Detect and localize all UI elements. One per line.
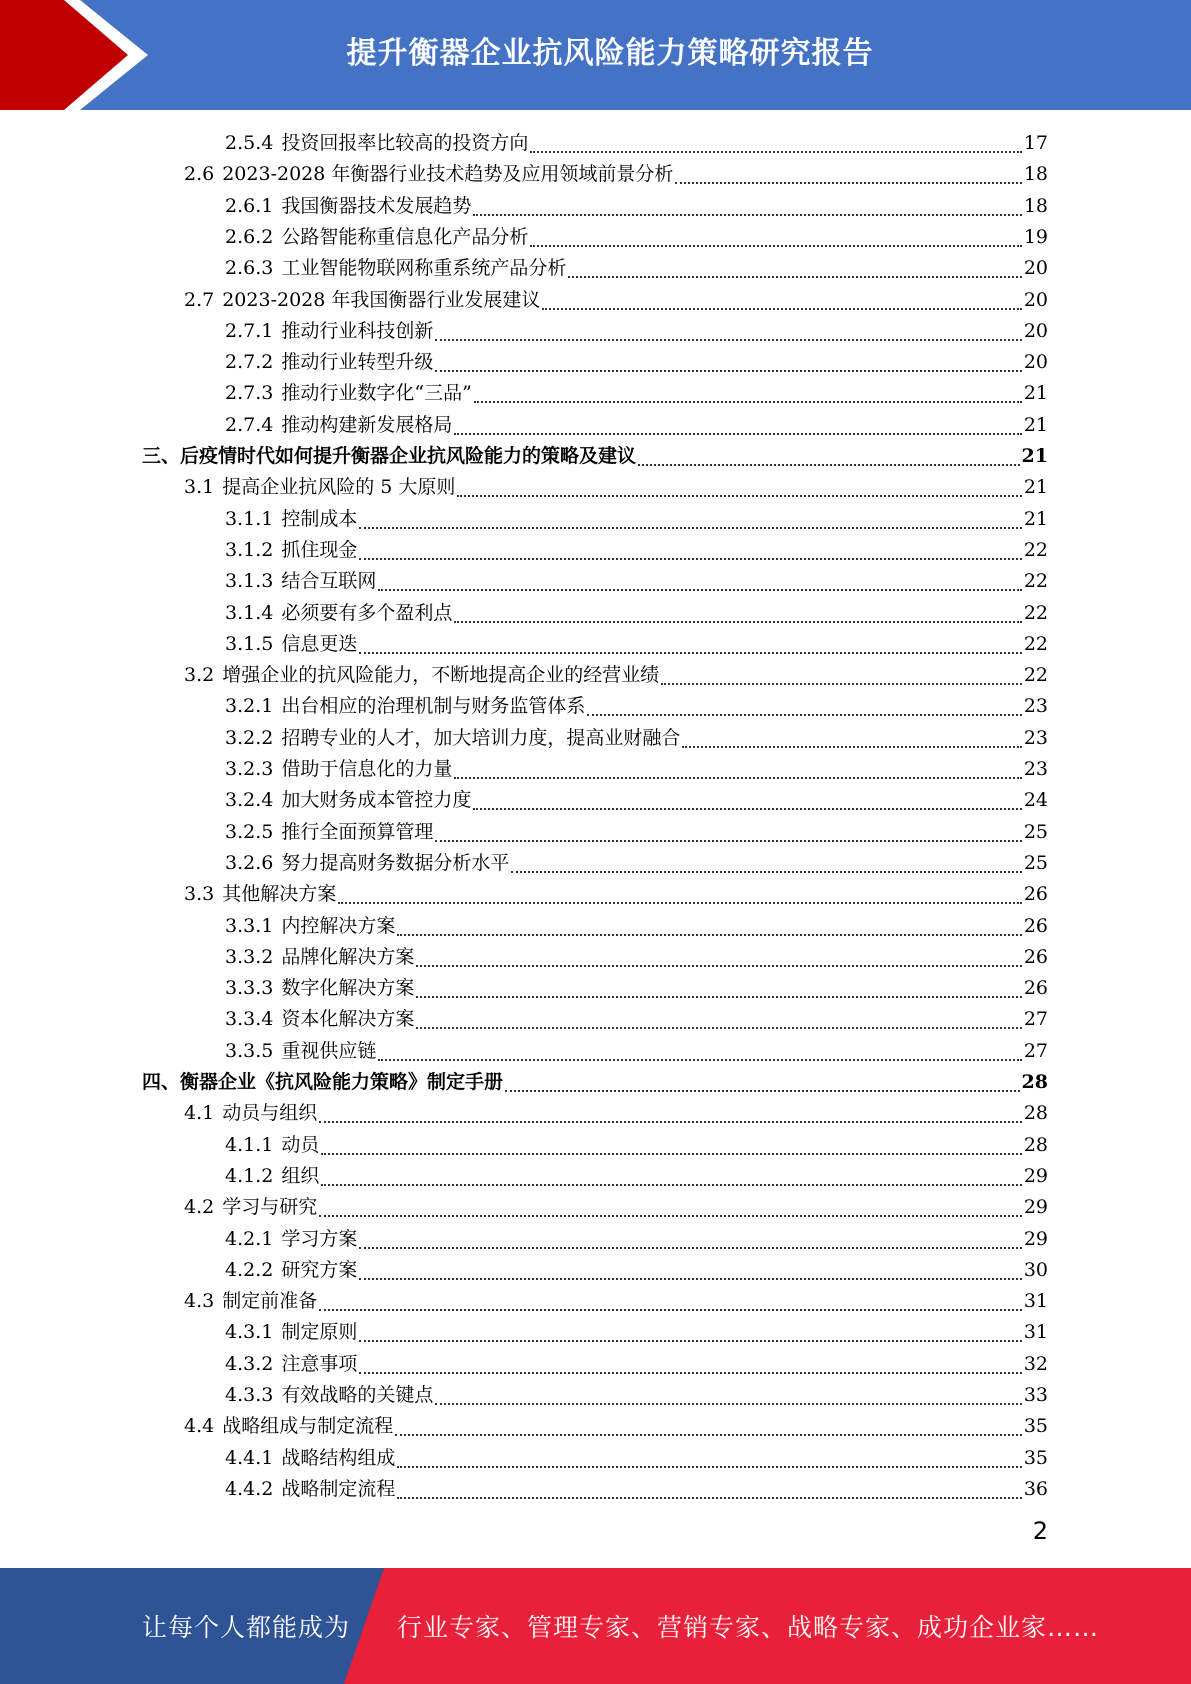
- toc-entry-number: 3.2.6: [225, 851, 274, 874]
- toc-entry-title: 推动构建新发展格局: [281, 413, 453, 436]
- toc-entry-number: 3.2: [184, 664, 215, 687]
- toc-entry[interactable]: [225, 1224, 1048, 1255]
- toc-entry-number: 3.1.4: [225, 601, 274, 624]
- toc-entry-number: 2.7.3: [225, 382, 274, 405]
- toc-entry[interactable]: [225, 410, 1048, 441]
- footer-slogan: 让每个人都能成为: [142, 1613, 351, 1642]
- toc-dot-leader: [338, 901, 1022, 904]
- toc-entry-number: 3.2.1: [225, 695, 274, 718]
- footer-roles: 行业专家、管理专家、营销专家、战略专家、成功企业家……: [397, 1613, 1100, 1642]
- toc-dot-leader: [416, 995, 1021, 998]
- toc-entry-title: 抓住现金: [281, 538, 358, 561]
- toc-dot-leader: [359, 1277, 1021, 1280]
- report-header: [0, 0, 1191, 110]
- toc-entry-page: 21: [1023, 476, 1048, 499]
- toc-entry-number: 2.6: [184, 163, 215, 186]
- toc-entry-number: 2.7.2: [225, 351, 274, 374]
- toc-entry-page: 22: [1023, 601, 1048, 624]
- toc-entry-title: 战略组成与制定流程: [222, 1415, 394, 1438]
- toc-entry-page: 29: [1023, 1164, 1048, 1187]
- toc-entry[interactable]: [225, 723, 1048, 754]
- toc-entry[interactable]: [184, 1411, 1048, 1442]
- toc-entry-title: 招聘专业的人才，加大培训力度，提高业财融合: [281, 726, 681, 749]
- toc-entry[interactable]: [225, 347, 1048, 378]
- toc-dot-leader: [359, 1246, 1021, 1249]
- toc-entry[interactable]: [225, 973, 1048, 1004]
- toc-entry[interactable]: [225, 1443, 1048, 1474]
- toc-entry[interactable]: [225, 754, 1048, 785]
- toc-entry-number: 3.3.1: [225, 914, 274, 937]
- toc-entry-page: 20: [1023, 351, 1048, 374]
- toc-entry-title: 借助于信息化的力量: [281, 758, 453, 780]
- toc-entry-title: 其他解决方案: [222, 883, 337, 906]
- toc-entry-title: 衡器企业《抗风险能力策略》制定手册: [180, 1071, 504, 1093]
- toc-dot-leader: [682, 745, 1021, 748]
- toc-entry-title: 加大财务成本管控力度: [281, 789, 472, 812]
- toc-entry-number: 3.1: [184, 476, 215, 499]
- toc-entry-number: 3.2.3: [225, 758, 274, 780]
- toc-entry-title: 增强企业的抗风险能力，不断地提高企业的经营业绩: [222, 664, 660, 687]
- toc-entry[interactable]: [225, 1317, 1048, 1348]
- toc-entry[interactable]: [184, 285, 1048, 316]
- toc-entry-number: 2.6.3: [225, 257, 274, 280]
- toc-entry-page: 21: [1023, 507, 1048, 530]
- toc-entry[interactable]: [142, 441, 1048, 472]
- toc-entry[interactable]: [184, 1192, 1048, 1223]
- toc-dot-leader: [321, 1183, 1021, 1186]
- toc-entry[interactable]: [225, 911, 1048, 942]
- toc-entry-number: 4.3.1: [225, 1321, 274, 1344]
- toc-entry-page: 22: [1023, 632, 1048, 655]
- toc-entry-number: 2.7.1: [225, 319, 274, 342]
- toc-entry[interactable]: [225, 848, 1048, 879]
- toc-entry-title: 控制成本: [281, 507, 358, 530]
- toc-entry[interactable]: [225, 378, 1048, 409]
- toc-entry-title: 制定原则: [281, 1321, 358, 1344]
- toc-entry[interactable]: [142, 1067, 1048, 1098]
- toc-entry-page: 20: [1023, 257, 1048, 280]
- toc-entry[interactable]: [225, 316, 1048, 347]
- toc-dot-leader: [378, 588, 1021, 591]
- toc-dot-leader: [378, 1058, 1021, 1061]
- toc-entry-title: 工业智能物联网称重系统产品分析: [281, 257, 567, 280]
- toc-entry[interactable]: [225, 1161, 1048, 1192]
- toc-dot-leader: [675, 181, 1021, 184]
- toc-entry-title: 出台相应的治理机制与财务监管体系: [281, 695, 586, 718]
- report-title: 提升衡器企业抗风险能力策略研究报告: [346, 36, 874, 71]
- toc-entry[interactable]: [225, 504, 1048, 535]
- toc-entry-title: 必须要有多个盈利点: [281, 601, 453, 624]
- toc-dot-leader: [530, 244, 1021, 247]
- toc-entry-page: 28: [1023, 1133, 1048, 1156]
- toc-entry-number: 四、: [142, 1071, 181, 1093]
- toc-entry-page: 20: [1023, 288, 1048, 311]
- toc-entry-title: 有效战略的关键点: [281, 1384, 434, 1406]
- toc-entry-page: 23: [1023, 726, 1048, 749]
- toc-entry-number: 4.1: [184, 1102, 215, 1125]
- toc-dot-leader: [359, 1339, 1021, 1342]
- toc-entry[interactable]: [184, 472, 1048, 503]
- toc-entry-title: 提高企业抗风险的 5 大原则: [222, 476, 456, 499]
- toc-entry-title: 推动行业科技创新: [281, 319, 434, 342]
- toc-entry-title: 公路智能称重信息化产品分析: [281, 225, 529, 248]
- toc-entry-page: 18: [1023, 163, 1048, 186]
- toc-entry-title: 战略制定流程: [281, 1477, 396, 1500]
- toc-entry-title: 学习与研究: [222, 1196, 318, 1219]
- toc-dot-leader: [435, 369, 1021, 372]
- toc-entry-page: 31: [1023, 1321, 1048, 1344]
- toc-entry-title: 结合互联网: [281, 570, 377, 593]
- toc-entry-page: 20: [1023, 319, 1048, 342]
- toc-entry-title: 资本化解决方案: [281, 1008, 415, 1031]
- toc-dot-leader: [454, 620, 1021, 623]
- toc-dot-leader: [416, 1026, 1021, 1029]
- toc-entry-title: 内控解决方案: [281, 914, 396, 937]
- toc-dot-leader: [454, 776, 1021, 779]
- toc-dot-leader: [319, 1214, 1022, 1217]
- toc-entry-page: 26: [1023, 883, 1048, 906]
- toc-dot-leader: [397, 933, 1021, 936]
- toc-entry-number: 2.6.1: [225, 194, 274, 217]
- toc-entry[interactable]: [225, 253, 1048, 284]
- toc-entry-page: 22: [1023, 538, 1048, 561]
- toc-dot-leader: [395, 1433, 1022, 1436]
- toc-entry-title: 我国衡器技术发展趋势: [281, 194, 472, 217]
- toc-dot-leader: [359, 1371, 1021, 1374]
- toc-entry-title: 2023-2028 年我国衡器行业发展建议: [222, 288, 541, 311]
- toc-entry[interactable]: [225, 128, 1048, 159]
- toc-entry-page: 35: [1023, 1446, 1048, 1469]
- toc-dot-leader: [473, 213, 1021, 216]
- toc-entry-page: 30: [1023, 1258, 1048, 1281]
- toc-entry[interactable]: [225, 566, 1048, 597]
- toc-entry-title: 努力提高财务数据分析水平: [281, 851, 510, 874]
- toc-dot-leader: [435, 338, 1021, 341]
- toc-entry-page: 22: [1023, 664, 1048, 687]
- toc-entry-title: 推动行业数字化“三品”: [281, 382, 472, 405]
- toc-dot-leader: [473, 807, 1021, 810]
- toc-entry-page: 23: [1023, 758, 1048, 780]
- toc-entry-page: 26: [1023, 945, 1048, 968]
- toc-entry-number: 2.5.4: [225, 132, 274, 154]
- toc-dot-leader: [638, 463, 1020, 466]
- toc-entry-number: 4.2: [184, 1196, 215, 1219]
- toc-entry-title: 品牌化解决方案: [281, 945, 415, 968]
- toc-dot-leader: [359, 526, 1021, 529]
- toc-entry-number: 4.3: [184, 1290, 215, 1313]
- toc-entry-title: 组织: [281, 1164, 320, 1187]
- toc-entry-title: 研究方案: [281, 1258, 358, 1281]
- toc-entry[interactable]: [184, 879, 1048, 910]
- toc-entry-title: 动员: [281, 1133, 320, 1156]
- toc-entry-number: 4.4.1: [225, 1446, 274, 1469]
- toc-entry-number: 4.3.2: [225, 1352, 274, 1375]
- toc-entry-page: 32: [1023, 1352, 1048, 1375]
- toc-dot-leader: [359, 651, 1021, 654]
- report-footer: [0, 1568, 1191, 1684]
- toc-entry-number: 3.1.5: [225, 632, 274, 655]
- toc-entry-number: 4.2.2: [225, 1258, 274, 1281]
- toc-entry-page: 29: [1023, 1227, 1048, 1250]
- page-number: 2: [1032, 1517, 1048, 1545]
- toc-entry[interactable]: [225, 1004, 1048, 1035]
- toc-dot-leader: [321, 1152, 1021, 1155]
- toc-entry-page: 31: [1023, 1290, 1048, 1313]
- toc-entry-title: 2023-2028 年衡器行业技术趋势及应用领域前景分析: [222, 163, 674, 186]
- toc-dot-leader: [435, 839, 1021, 842]
- toc-entry-number: 3.3.2: [225, 945, 274, 968]
- toc-dot-leader: [319, 1120, 1022, 1123]
- toc-entry-page: 18: [1023, 194, 1048, 217]
- toc-entry-page: 28: [1023, 1102, 1048, 1125]
- toc-entry[interactable]: [225, 598, 1048, 629]
- toc-entry-title: 信息更迭: [281, 632, 358, 655]
- toc-entry[interactable]: [184, 159, 1048, 190]
- toc-entry[interactable]: [225, 1255, 1048, 1286]
- toc-entry-page: 33: [1023, 1384, 1048, 1406]
- toc-entry-page: 28: [1021, 1071, 1048, 1093]
- toc-entry-number: 三、: [142, 445, 181, 467]
- toc-dot-leader: [319, 1308, 1022, 1311]
- toc-dot-leader: [661, 682, 1022, 685]
- toc-entry-page: 21: [1021, 445, 1048, 467]
- toc-dot-leader: [568, 275, 1021, 278]
- toc-dot-leader: [435, 1402, 1021, 1405]
- toc-entry-title: 注意事项: [281, 1352, 358, 1375]
- toc-entry-title: 推行全面预算管理: [281, 820, 434, 843]
- toc-entry-number: 4.3.3: [225, 1384, 274, 1406]
- toc-entry-number: 4.4.2: [225, 1477, 274, 1500]
- toc-entry-title: 数字化解决方案: [281, 977, 415, 1000]
- toc-entry-page: 35: [1023, 1415, 1048, 1438]
- toc-entry-number: 3.1.3: [225, 570, 274, 593]
- toc-dot-leader: [359, 557, 1021, 560]
- toc-dot-leader: [474, 400, 1022, 403]
- toc-entry-page: 25: [1023, 820, 1048, 843]
- toc-entry[interactable]: [225, 942, 1048, 973]
- toc-entry-page: 19: [1023, 225, 1048, 248]
- toc-entry-title: 制定前准备: [222, 1290, 318, 1313]
- toc-entry[interactable]: [225, 691, 1048, 722]
- toc-entry-number: 4.4: [184, 1415, 215, 1438]
- toc-entry[interactable]: [225, 1130, 1048, 1161]
- toc-entry[interactable]: [225, 191, 1048, 222]
- toc-entry-page: 27: [1023, 1039, 1048, 1062]
- toc-entry[interactable]: [225, 629, 1048, 660]
- toc-entry-title: 动员与组织: [222, 1102, 318, 1125]
- toc-entry-number: 3.3.3: [225, 977, 274, 1000]
- toc-entry[interactable]: [225, 535, 1048, 566]
- toc-entry-page: 22: [1023, 570, 1048, 593]
- toc-entry-number: 3.3.5: [225, 1039, 274, 1062]
- toc-entry-page: 23: [1023, 695, 1048, 718]
- toc-entry-page: 25: [1023, 851, 1048, 874]
- toc-entry-number: 4.2.1: [225, 1227, 274, 1250]
- toc-dot-leader: [416, 964, 1021, 967]
- toc-entry-number: 3.1.1: [225, 507, 274, 530]
- toc-entry-page: 36: [1023, 1477, 1048, 1500]
- toc-entry[interactable]: [225, 222, 1048, 253]
- toc-dot-leader: [530, 150, 1021, 153]
- toc-entry-page: 26: [1023, 977, 1048, 1000]
- toc-dot-leader: [511, 870, 1021, 873]
- toc-entry-title: 投资回报率比较高的投资方向: [281, 132, 529, 154]
- toc-entry-number: 4.1.2: [225, 1164, 274, 1187]
- toc-entry-title: 学习方案: [281, 1227, 358, 1250]
- toc-entry-number: 3.2.5: [225, 820, 274, 843]
- toc-entry-number: 3.2.2: [225, 726, 274, 749]
- toc-entry-page: 27: [1023, 1008, 1048, 1031]
- toc-entry[interactable]: [225, 1349, 1048, 1380]
- toc-entry-number: 3.3: [184, 883, 215, 906]
- toc-entry[interactable]: [225, 817, 1048, 848]
- toc-entry-title: 后疫情时代如何提升衡器企业抗风险能力的策略及建议: [180, 445, 637, 467]
- toc-entry[interactable]: [225, 1380, 1048, 1411]
- toc-entry-number: 2.7.4: [225, 413, 274, 436]
- toc-entry-page: 29: [1023, 1196, 1048, 1219]
- toc-entry[interactable]: [184, 1286, 1048, 1317]
- toc-entry-page: 26: [1023, 914, 1048, 937]
- toc-entry-page: 24: [1023, 789, 1048, 812]
- toc-entry-page: 21: [1023, 382, 1048, 405]
- toc-entry-page: 21: [1023, 413, 1048, 436]
- toc-entry-number: 3.1.2: [225, 538, 274, 561]
- toc-dot-leader: [505, 1089, 1020, 1092]
- toc-entry[interactable]: [225, 1474, 1048, 1505]
- toc-entry-number: 2.7: [184, 288, 215, 311]
- toc-dot-leader: [457, 494, 1021, 497]
- toc-entry-title: 推动行业转型升级: [281, 351, 434, 374]
- toc-entry-title: 战略结构组成: [281, 1446, 396, 1469]
- toc-entry[interactable]: [184, 660, 1048, 691]
- toc-entry[interactable]: [184, 1098, 1048, 1129]
- toc-entry-number: 3.2.4: [225, 789, 274, 812]
- toc-entry-number: 2.6.2: [225, 225, 274, 248]
- toc-entry[interactable]: [225, 785, 1048, 816]
- toc-dot-leader: [454, 432, 1021, 435]
- toc-dot-leader: [587, 713, 1021, 716]
- toc-entry-number: 4.1.1: [225, 1133, 274, 1156]
- toc-entry-number: 3.3.4: [225, 1008, 274, 1031]
- toc-dot-leader: [397, 1496, 1021, 1499]
- toc-entry-page: 17: [1023, 132, 1048, 154]
- toc-entry[interactable]: [225, 1036, 1048, 1067]
- toc-entry-title: 重视供应链: [281, 1039, 377, 1062]
- toc-dot-leader: [542, 307, 1021, 310]
- toc-dot-leader: [397, 1465, 1021, 1468]
